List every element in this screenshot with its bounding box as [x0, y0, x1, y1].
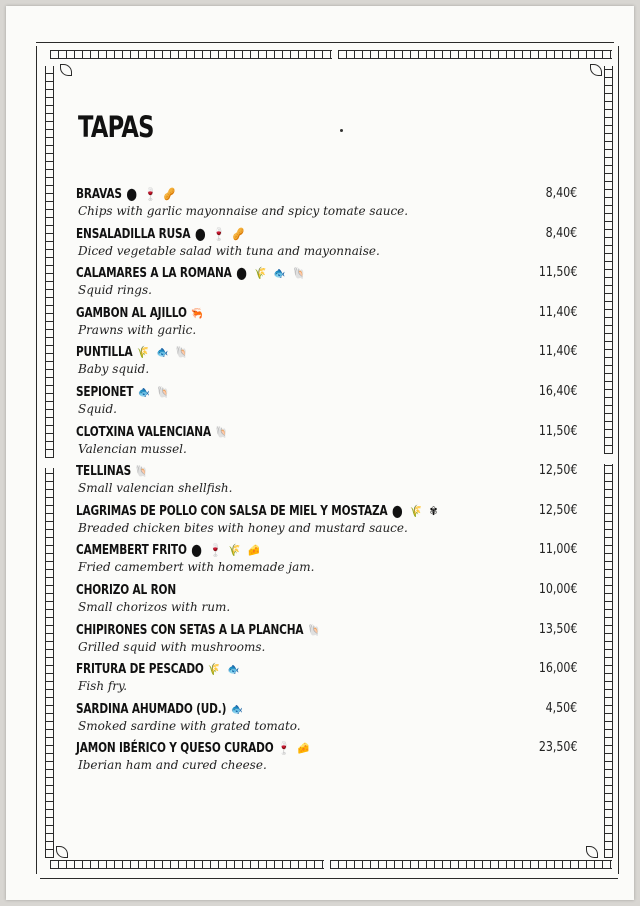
menu-item: [76, 622, 580, 660]
border-line-right: [618, 46, 619, 874]
menu-item-name: [76, 582, 176, 598]
menu-item-name: [76, 186, 178, 202]
menu-item-name-text: CAMEMBERT FRITO: [76, 542, 187, 559]
allergen-icons: ⬤ 🌾 ✾: [392, 503, 440, 518]
menu-item-price: 12,50€: [538, 502, 577, 518]
menu-item: [76, 740, 580, 778]
menu-item-name: [76, 305, 205, 321]
menu-item-price: 11,50€: [538, 265, 577, 281]
menu-item: [76, 661, 580, 699]
menu-item-name-text: JAMON IBÉRICO Y QUESO CURADO: [76, 740, 274, 757]
menu-item-description: Fish fry.: [78, 679, 128, 694]
leaf-ornament-bottom-right: [586, 846, 598, 858]
leaf-ornament-top-right: [590, 64, 602, 76]
menu-item-name-text: CALAMARES A LA ROMANA: [76, 265, 232, 282]
menu-item-price: 16,00€: [538, 661, 577, 677]
leaf-ornament-bottom-left: [56, 846, 68, 858]
menu-item-name: [76, 344, 190, 360]
menu-item-price: 11,00€: [538, 542, 577, 558]
menu-item: [76, 186, 580, 224]
menu-item-name-text: BRAVAS: [76, 186, 122, 202]
menu-item-name: [76, 503, 440, 519]
menu-item-name: [76, 265, 307, 281]
allergen-icons: ⬤ 🍷 🌾 🧀: [191, 543, 263, 558]
menu-item-price: 8,40€: [545, 186, 577, 201]
menu-item-price: 11,40€: [538, 344, 577, 360]
allergen-icons: 🐚: [308, 622, 323, 637]
menu-item: [76, 503, 580, 541]
menu-item-name-text: PUNTILLA: [76, 344, 133, 361]
border-top-left: [50, 50, 332, 59]
menu-title: TAPAS: [78, 110, 154, 144]
leaf-ornament-top-left: [60, 64, 72, 76]
menu-item-name: [76, 463, 150, 479]
border-top-right: [338, 50, 612, 59]
menu-item: [76, 701, 580, 739]
border-line-left: [36, 46, 37, 874]
menu-item-price: 23,50€: [538, 740, 577, 756]
menu-item: [76, 542, 580, 580]
menu-item-price: 12,50€: [538, 463, 577, 479]
menu-item-description: Small chorizos with rum.: [78, 600, 231, 614]
menu-item-name-text: TELLINAS: [76, 463, 132, 480]
menu-item-description: Squid.: [78, 402, 117, 416]
menu-item-name-text: CHIPIRONES CON SETAS A LA PLANCHA: [76, 621, 304, 638]
menu-item: [76, 384, 580, 422]
border-right-top: [604, 66, 613, 454]
menu-item: [76, 582, 580, 620]
menu-item-name-text: SARDINA AHUMADO (UD.): [76, 700, 227, 717]
menu-item-description: Prawns with garlic.: [78, 322, 197, 337]
border-left-bottom: [45, 468, 54, 858]
menu-item-name-text: ENSALADILLA RUSA: [76, 225, 191, 242]
menu-item: [76, 305, 580, 343]
border-line-bottom: [40, 878, 618, 879]
menu-item-name-text: SEPIONET: [76, 384, 134, 400]
menu-item: [76, 463, 580, 501]
menu-item-description: Small valencian shellfish.: [78, 481, 233, 496]
menu-item: [76, 424, 580, 462]
allergen-icons: 🌾 🐟: [208, 662, 242, 677]
menu-item-name: [76, 701, 245, 717]
allergen-icons: 🐚: [135, 464, 150, 479]
menu-item-description: Grilled squid with mushrooms.: [78, 639, 266, 654]
menu-item-name-text: GAMBON AL AJILLO: [76, 304, 187, 321]
allergen-icons: 🦐: [191, 305, 206, 320]
menu-item-price: 11,40€: [538, 304, 577, 320]
allergen-icons: 🐚: [215, 424, 230, 439]
menu-item-name-text: LAGRIMAS DE POLLO CON SALSA DE MIEL Y MOSTAZA: [76, 502, 388, 519]
menu-item-description: Baby squid.: [78, 362, 150, 377]
allergen-icons: 🍷 🧀: [278, 741, 312, 756]
menu-item-price: 4,50€: [545, 700, 577, 716]
border-left-top: [45, 66, 54, 458]
menu-item-name-text: CHORIZO AL RON: [76, 582, 176, 598]
border-right-bottom: [604, 464, 613, 858]
menu-item-name-text: FRITURA DE PESCADO: [76, 661, 204, 678]
menu-item-description: Smoked sardine with grated tomato.: [78, 718, 301, 733]
menu-item-price: 13,50€: [538, 621, 577, 637]
menu-item: [76, 226, 580, 264]
menu-item-name: [76, 740, 312, 756]
menu-item-name: [76, 622, 322, 638]
menu-item-name: [76, 424, 230, 440]
menu-item-price: 16,40€: [538, 384, 577, 399]
menu-item-description: Fried camembert with homemade jam.: [78, 560, 315, 575]
menu-item-name: [76, 542, 262, 558]
allergen-icons: 🐟: [230, 701, 245, 716]
allergen-icons: ⬤ 🍷 🥜: [195, 226, 247, 241]
menu-item-description: Iberian ham and cured cheese.: [78, 758, 267, 773]
menu-item-price: 11,50€: [538, 423, 577, 439]
menu-item: [76, 344, 580, 382]
menu-item-description: Breaded chicken bites with honey and mustard sauce.: [78, 520, 408, 535]
border-bottom-left: [50, 860, 324, 869]
menu-item: [76, 265, 580, 303]
menu-item-name: [76, 226, 247, 242]
menu-item-description: Diced vegetable salad with tuna and mayonnaise.: [78, 243, 380, 258]
menu-item-description: Chips with garlic mayonnaise and spicy tomate sauce.: [78, 204, 409, 218]
menu-item-price: 10,00€: [538, 582, 577, 597]
menu-item-name: [76, 384, 171, 400]
border-line-top: [36, 42, 614, 43]
menu-item-price: 8,40€: [545, 225, 577, 241]
allergen-icons: ⬤ 🍷 🥜: [126, 187, 178, 201]
menu-item-description: Valencian mussel.: [78, 441, 187, 456]
menu-item-name: [76, 661, 242, 677]
menu-item-name-text: CLOTXINA VALENCIANA: [76, 423, 211, 440]
border-bottom-right: [330, 860, 612, 869]
allergen-icons: ⬤ 🌾 🐟 🐚: [236, 266, 308, 281]
allergen-icons: 🌾 🐟 🐚: [137, 345, 190, 360]
menu-item-description: Squid rings.: [78, 283, 152, 298]
allergen-icons: 🐟 🐚: [137, 385, 172, 399]
speck: [340, 129, 343, 132]
